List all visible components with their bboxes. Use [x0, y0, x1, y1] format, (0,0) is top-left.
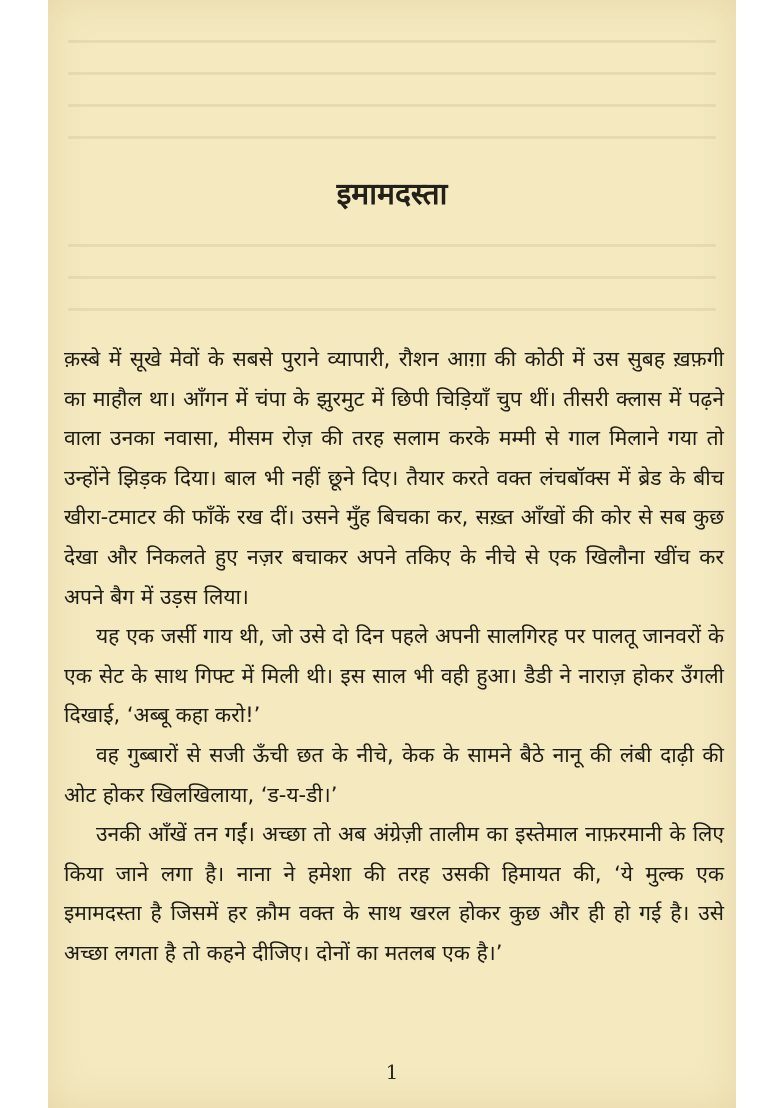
paragraph: उनकी आँखें तन गईं। अच्छा तो अब अंग्रेज़ी तालीम का इस्तेमाल नाफ़रमानी के लिए किया जाने लगा है। नाना ने हमेशा की तरह उसकी हिमायत की, ‘ये मुल्क एक इमामदस्ता है जिसमें हर क़ौम वक्त के साथ खरल होकर कुछ और ही हो गई है। उसे अच्छा लगता है तो कहने दीजिए। दोनों का मतलब एक है।’: [64, 822, 724, 965]
page-number: 1: [385, 1060, 399, 1084]
show-through-line: [68, 104, 716, 107]
show-through-line: [68, 276, 716, 279]
show-through-line: [68, 40, 716, 43]
show-through-line: [68, 72, 716, 75]
show-through-line: [68, 244, 716, 247]
chapter-title: इमामदस्ता: [336, 177, 448, 212]
show-through-line: [68, 308, 716, 311]
paragraph: वह गुब्बारों से सजी ऊँची छत के नीचे, केक के सामने बैठे नानू की लंबी दाढ़ी की ओट होकर खिलखिलाया, ‘ड-य-डी।’: [64, 742, 724, 807]
paragraph: क़स्बे में सूखे मेवों के सबसे पुराने व्यापारी, रौशन आग़ा की कोठी में उस सुबह ख़फ़गी का माहौल था। आँगन में चंपा के झुरमुट में छिपी चिड़ियाँ चुप थीं। तीसरी क्लास में पढ़ने वाला उनका नवासा, मीसम रोज़ की तरह सलाम करके मम्मी से गाल मिलाने गया तो उन्होंने झिड़क दिया। बाल भी नहीं छूने दिए। तैयार करते वक्त लंचबॉक्स में ब्रेड के बीच खीरा-टमाटर की फाँकें रख दीं। उसने मुँह बिचका कर, सख़्त आँखों की कोर से सब कुछ देखा और निकलते हुए नज़र बचाकर अपने तकिए के नीचे से एक खिलौना खींच कर अपने बैग में उड़स लिया।: [64, 347, 724, 609]
show-through-line: [68, 136, 716, 139]
chapter-body: [64, 340, 724, 974]
paragraph: यह एक जर्सी गाय थी, जो उसे दो दिन पहले अपनी सालगिरह पर पालतू जानवरों के एक सेट के साथ गिफ्ट में मिली थी। इस साल भी वही हुआ। डैडी ने नाराज़ होकर उँगली दिखाई, ‘अब्बू कहा करो!’: [64, 624, 724, 728]
book-page: [48, 0, 736, 1108]
